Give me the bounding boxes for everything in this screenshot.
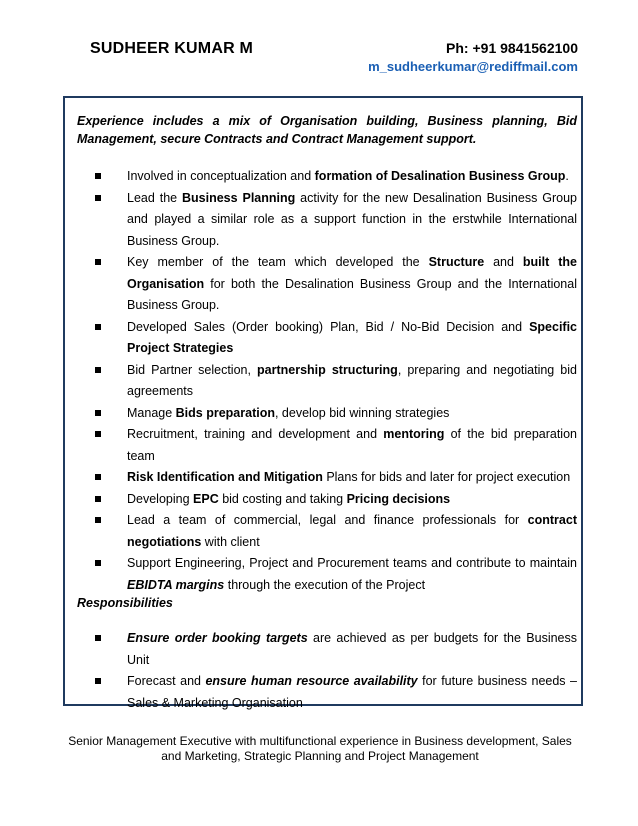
square-bullet-icon bbox=[95, 678, 101, 684]
square-bullet-icon bbox=[95, 410, 101, 416]
list-item-text: Lead a team of commercial, legal and finance professionals for bbox=[127, 513, 528, 527]
list-item bbox=[77, 467, 577, 489]
list-item-text: Bid Partner selection, bbox=[127, 362, 258, 377]
experience-list bbox=[77, 166, 577, 596]
list-item-text: Pricing decisions bbox=[346, 491, 451, 506]
square-bullet-icon bbox=[95, 367, 101, 373]
square-bullet-icon bbox=[95, 431, 101, 437]
square-bullet-icon bbox=[95, 259, 101, 265]
responsibilities-heading: Responsibilities bbox=[77, 596, 173, 610]
list-item-text: ensure human resource availability bbox=[205, 674, 418, 688]
list-item-text: built the Organisation bbox=[127, 255, 577, 291]
list-item-text: of the bid preparation team bbox=[127, 427, 577, 463]
list-item bbox=[77, 510, 577, 553]
list-item-text: activity for the new Desalination Business Group and played a similar role as a support function in the erstwhile International Business Group. bbox=[127, 190, 577, 248]
list-item-text: Forecast and bbox=[127, 674, 206, 688]
list-item-text: bid costing and taking bbox=[218, 491, 347, 506]
list-item-text: , preparing and negotiating bid agreements bbox=[127, 362, 577, 398]
list-item-text: Key member of the team which developed the bbox=[127, 255, 429, 269]
list-item-text: Recruitment, training and development and bbox=[127, 427, 384, 441]
list-item-text: mentoring bbox=[383, 427, 445, 441]
list-item-text: for future business needs – Sales & Marketing Organisation bbox=[127, 674, 577, 710]
list-item bbox=[77, 489, 577, 511]
square-bullet-icon bbox=[95, 324, 101, 330]
list-item bbox=[77, 403, 577, 425]
list-item-text: EBIDTA margins bbox=[127, 577, 225, 592]
list-item-text: Lead the bbox=[127, 190, 182, 205]
list-item-text: Ensure order booking targets bbox=[127, 631, 308, 645]
list-item-text: . bbox=[565, 169, 569, 183]
list-item-text: and bbox=[484, 255, 523, 269]
list-item-text: for both the Desalination Business Group and the International Business Group. bbox=[127, 276, 577, 312]
list-item-text: formation of Desalination Business Group bbox=[314, 169, 566, 183]
square-bullet-icon bbox=[95, 195, 101, 201]
list-item-text: Developing bbox=[127, 491, 194, 506]
email-address[interactable]: m_sudheerkumar@rediffmail.com bbox=[368, 59, 578, 74]
square-bullet-icon bbox=[95, 173, 101, 179]
list-item-text: Structure bbox=[428, 255, 485, 269]
list-item-text: Plans for bids and later for project execution bbox=[322, 470, 571, 484]
candidate-name: SUDHEER KUMAR M bbox=[90, 40, 253, 57]
list-item-text: , develop bid winning strategies bbox=[274, 405, 450, 420]
list-item-text: EPC bbox=[193, 491, 219, 506]
list-item-text: are achieved as per budgets for the Business Unit bbox=[127, 631, 578, 667]
footer-summary: Senior Management Executive with multifunctional experience in Business development, Sales and Marketing, Strategic Planning and Project Management bbox=[68, 734, 572, 763]
list-item bbox=[77, 553, 577, 596]
square-bullet-icon bbox=[95, 560, 101, 566]
list-item-text: partnership structuring bbox=[257, 362, 398, 377]
list-item bbox=[77, 360, 577, 403]
list-item-text: Specific Project Strategies bbox=[127, 319, 577, 355]
square-bullet-icon bbox=[95, 474, 101, 480]
intro-paragraph: Experience includes a mix of Organisation building, Business planning, Bid Management, secure Contracts and Contract Management support. bbox=[77, 114, 577, 146]
list-item-text: Manage bbox=[127, 405, 176, 420]
list-item bbox=[77, 671, 577, 714]
square-bullet-icon bbox=[95, 517, 101, 523]
list-item bbox=[77, 188, 577, 253]
list-item-text: Support Engineering, Project and Procurement teams and contribute to maintain bbox=[127, 556, 577, 570]
list-item bbox=[77, 424, 577, 467]
experience-box bbox=[63, 96, 583, 710]
list-item-text: Developed Sales (Order booking) Plan, Bid / No-Bid Decision and bbox=[127, 319, 530, 334]
list-item bbox=[77, 628, 577, 671]
list-item-text: through the execution of the Project bbox=[224, 577, 426, 592]
responsibilities-list bbox=[77, 628, 577, 714]
list-item bbox=[77, 252, 577, 317]
phone-number: Ph: +91 9841562100 bbox=[446, 40, 578, 56]
square-bullet-icon bbox=[95, 635, 101, 641]
square-bullet-icon bbox=[95, 496, 101, 502]
list-item-text: Involved in conceptualization and bbox=[127, 169, 315, 183]
list-item-text: Business Planning bbox=[182, 190, 296, 205]
list-item-text: contract negotiations bbox=[127, 513, 577, 549]
list-item bbox=[77, 317, 577, 360]
list-item-text: Risk Identification and Mitigation bbox=[127, 470, 323, 484]
list-item bbox=[77, 166, 577, 188]
list-item-text: Bids preparation bbox=[175, 405, 275, 420]
list-item-text: with client bbox=[201, 534, 260, 549]
